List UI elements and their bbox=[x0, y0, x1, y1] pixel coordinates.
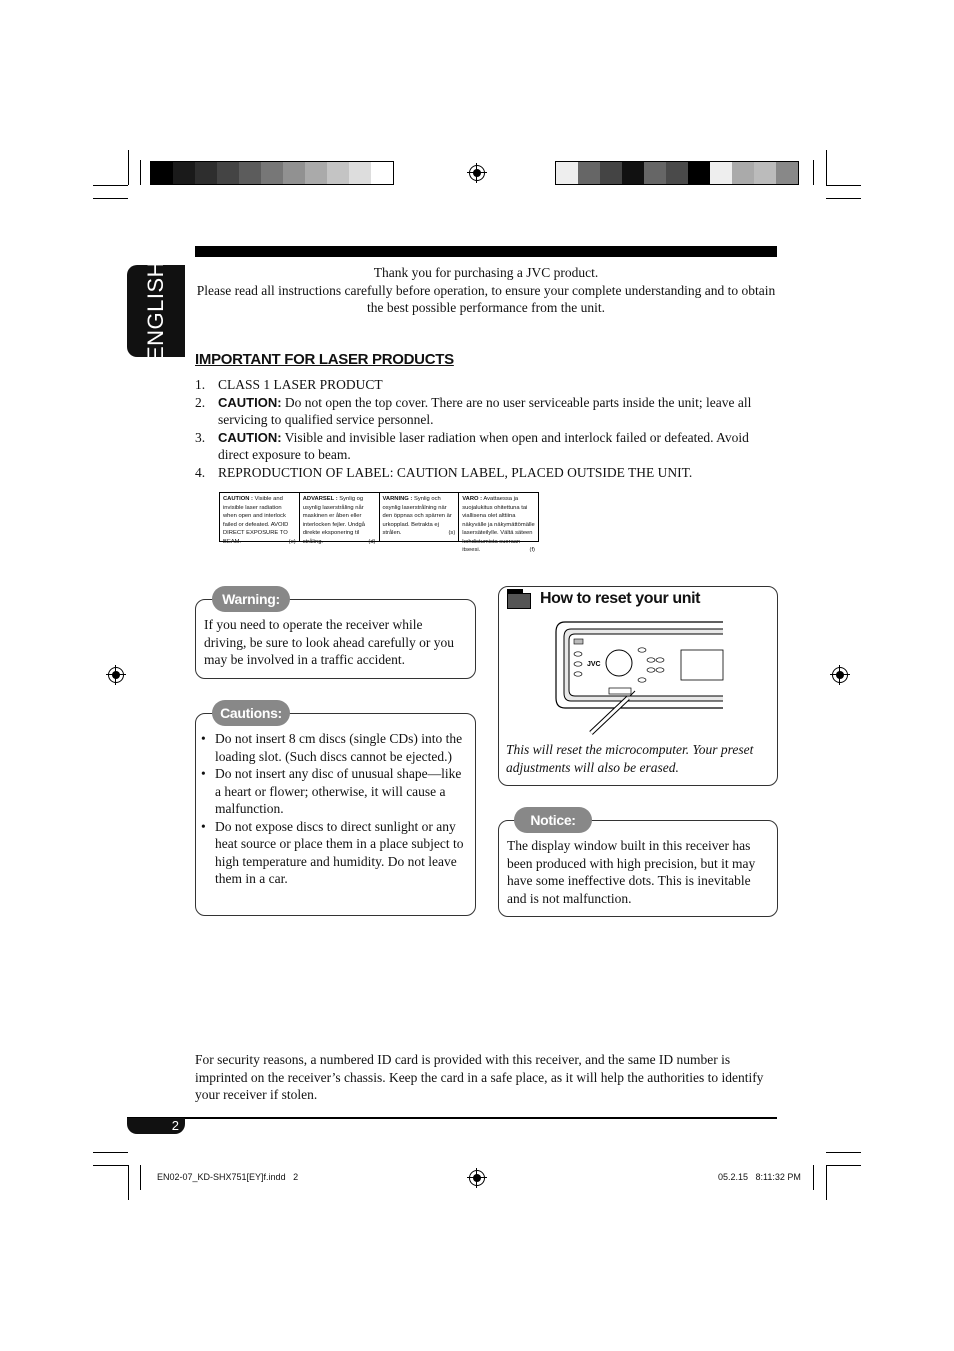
notice-title: Notice: bbox=[514, 807, 592, 833]
cautions-title: Cautions: bbox=[212, 700, 290, 726]
list-item: • Do not insert any disc of unusual shape—like a heart or flower; otherwise, it will cause a malfunction. bbox=[196, 765, 464, 818]
receiver-illustration bbox=[553, 620, 728, 740]
color-swatch bbox=[305, 162, 327, 184]
security-text: For security reasons, a numbered ID card is provided with this receiver, and the same ID number is imprinted on the receiver’s chassis. Keep the card in a safe place, as it will help the authorities to identify your receiver if stolen. bbox=[195, 1052, 764, 1102]
page-number-tab bbox=[127, 1118, 185, 1134]
color-swatch bbox=[349, 162, 371, 184]
color-swatch bbox=[622, 162, 644, 184]
print-timestamp: 05.2.15 8:11:32 PM bbox=[718, 1172, 801, 1182]
color-swatch bbox=[283, 162, 305, 184]
color-swatch bbox=[173, 162, 195, 184]
label-cell-danish: ADVARSEL : Synlig og usynlig laserstråling når maskinen er åben eller interlocken fejler. Undgå direkte eksponering til stråling. (d) bbox=[300, 493, 380, 541]
intro-line-2: Please read all instructions carefully before operation, to ensure your complete understanding and to obtain the best possible performance from the unit. bbox=[196, 282, 776, 315]
color-swatch bbox=[666, 162, 688, 184]
header-rule bbox=[195, 246, 777, 257]
color-swatch bbox=[600, 162, 622, 184]
registration-mark-icon bbox=[108, 667, 124, 683]
caution-label-reproduction bbox=[219, 492, 539, 553]
intro-line-1: Thank you for purchasing a JVC product. bbox=[373, 265, 599, 280]
page-number: 2 bbox=[171, 1118, 179, 1133]
footer-rule bbox=[127, 1117, 777, 1119]
intro-text bbox=[195, 264, 777, 317]
warning-text: If you need to operate the receiver while driving, be sure to look ahead carefully or you may be involved in a traffic accident. bbox=[204, 617, 455, 667]
color-swatch bbox=[578, 162, 600, 184]
registration-mark-icon bbox=[832, 667, 848, 683]
section-icon bbox=[507, 593, 531, 609]
color-swatch bbox=[754, 162, 776, 184]
print-file-name: EN02-07_KD-SHX751[EY]f.indd 2 bbox=[157, 1172, 299, 1182]
list-item: 1. CLASS 1 LASER PRODUCT bbox=[195, 377, 383, 392]
label-cell-finnish: VARO : Avattaessa ja suojalukitus ohitettuna tai viallisena olet alttiina näkyvälle ja näkymättömälle lasersäteilylle. Vältä säteen kohdistumista suoraan itseesi. (f) bbox=[462, 496, 535, 553]
laser-list bbox=[195, 376, 777, 481]
brand-logo: JVC bbox=[587, 661, 601, 668]
label-cell-swedish: VARNING : Synlig och osynlig laserstrålning när den öppnas och spärren är urkopplad. Betrakta ej strålen. (s) bbox=[380, 493, 460, 541]
list-item: • Do not insert 8 cm discs (single CDs) into the loading slot. (Such discs cannot be ejected.) bbox=[196, 730, 464, 765]
color-swatch bbox=[239, 162, 261, 184]
warning-title: Warning: bbox=[212, 586, 290, 612]
cautions-list bbox=[196, 730, 464, 888]
label-cell-english: CAUTION : Visible and invisible laser radiation when open and interlock failed or defeated. AVOID DIRECT EXPOSURE TO BEAM. (e) bbox=[220, 493, 300, 541]
list-item: 2. CAUTION: Do not open the top cover. There are no user serviceable parts inside the unit; leave all servicing to qualified service personnel. bbox=[195, 394, 752, 427]
color-swatch bbox=[195, 162, 217, 184]
language-tab-label: ENGLISH bbox=[143, 260, 168, 362]
notice-text: The display window built in this receiver has been produced with high precision, but it may have some ineffective dots. This is inevitable and is not malfunction. bbox=[507, 838, 756, 906]
color-swatch bbox=[688, 162, 710, 184]
color-swatch bbox=[710, 162, 732, 184]
reset-caption: This will reset the microcomputer. Your preset adjustments will also be erased. bbox=[506, 742, 754, 775]
list-item: 4. REPRODUCTION OF LABEL: CAUTION LABEL, PLACED OUTSIDE THE UNIT. bbox=[195, 464, 693, 480]
registration-mark-icon bbox=[469, 1170, 485, 1186]
color-swatch bbox=[732, 162, 754, 184]
reset-title: How to reset your unit bbox=[540, 590, 701, 607]
registration-mark-icon bbox=[469, 165, 485, 181]
list-item: • Do not expose discs to direct sunlight or any heat source or place them in a place subject to high temperature and humidity. Do not leave them in a car. bbox=[196, 818, 464, 888]
color-swatch bbox=[151, 162, 173, 184]
color-swatch bbox=[217, 162, 239, 184]
language-tab bbox=[127, 260, 185, 362]
color-swatch bbox=[261, 162, 283, 184]
color-bar-left bbox=[150, 161, 394, 185]
color-bar-right bbox=[555, 161, 799, 185]
laser-heading: IMPORTANT FOR LASER PRODUCTS bbox=[195, 351, 454, 368]
color-swatch bbox=[776, 162, 798, 184]
color-swatch bbox=[327, 162, 349, 184]
list-item: 3. CAUTION: Visible and invisible laser radiation when open and interlock failed or defeated. Avoid direct exposure to beam. bbox=[195, 429, 749, 462]
color-swatch bbox=[556, 162, 578, 184]
color-swatch bbox=[644, 162, 666, 184]
color-swatch bbox=[371, 162, 393, 184]
